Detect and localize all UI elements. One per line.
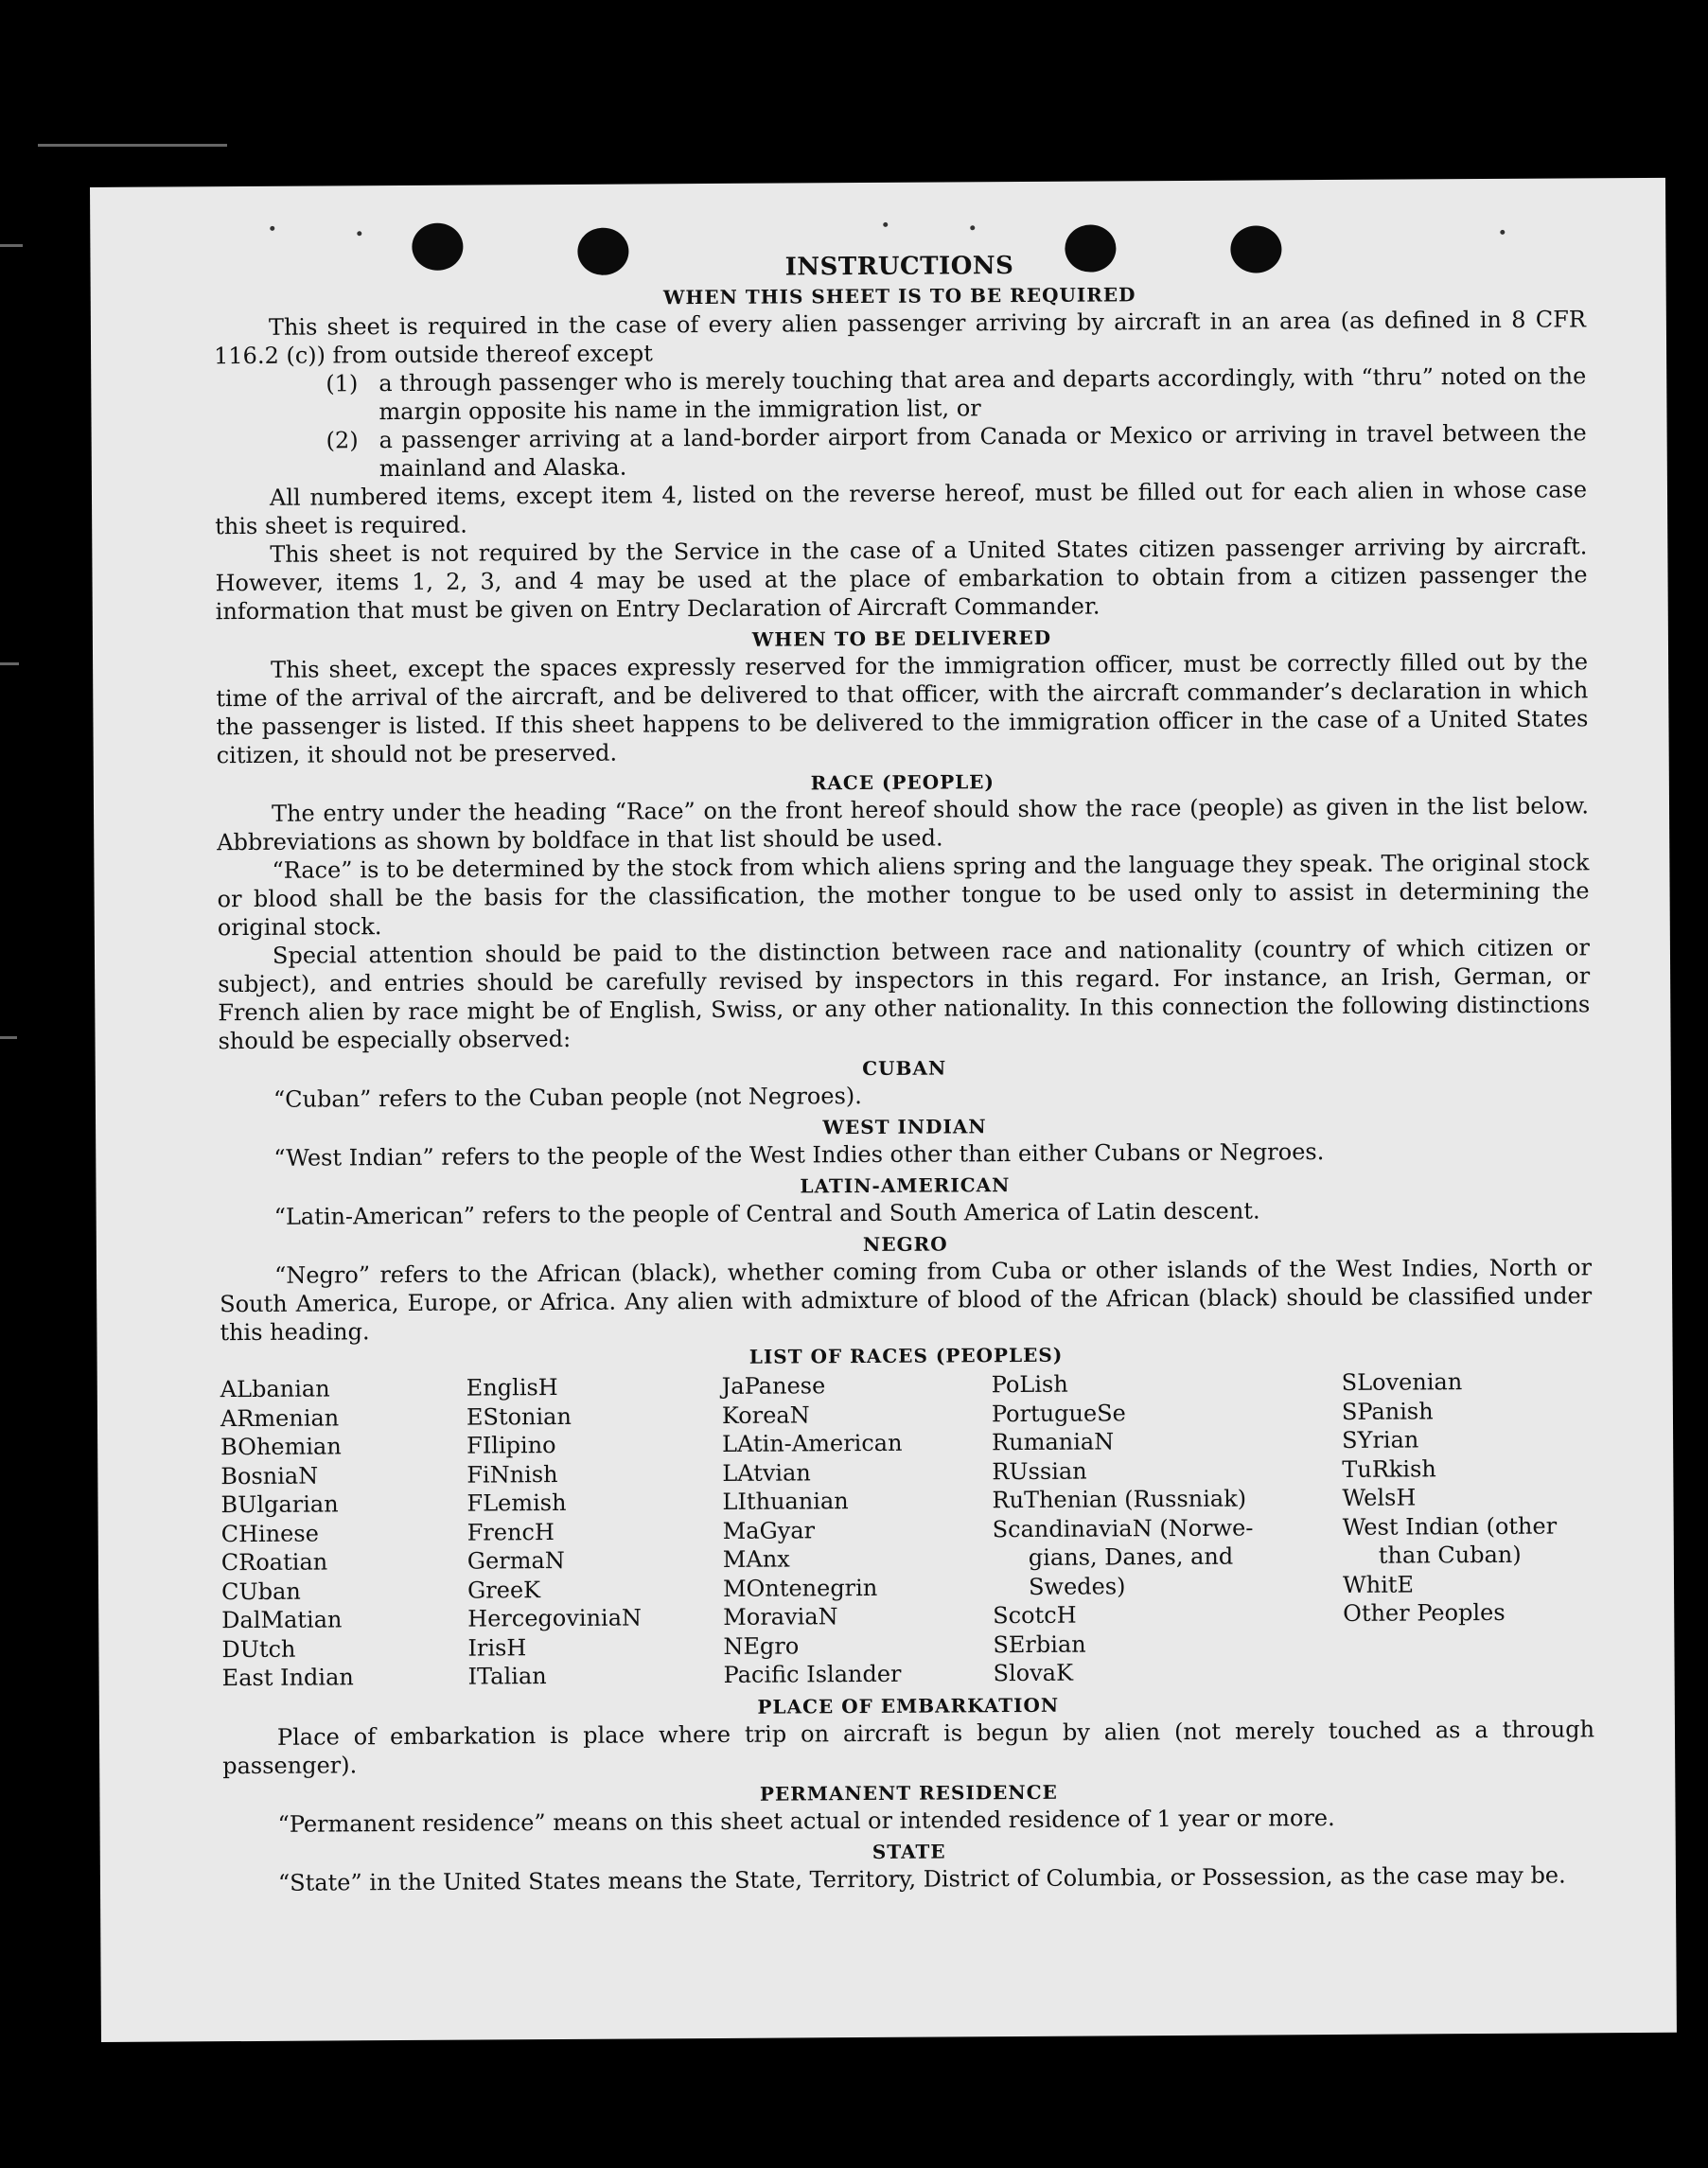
race-entry: FIlipino <box>467 1432 556 1459</box>
list-item <box>326 361 1586 426</box>
section-heading: PERMANENT RESIDENCE <box>759 1780 1058 1806</box>
race-entry: BUlgarian <box>220 1490 339 1519</box>
race-entry: RUssian <box>992 1457 1087 1485</box>
race-entry: MaGyar <box>722 1516 816 1544</box>
instruction-sheet <box>90 178 1677 2042</box>
race-entry: GreeK <box>467 1576 541 1604</box>
instructions-body <box>213 246 1595 1896</box>
paragraph: Place of embarkation is place where trip on aircraft is begun by alien (not merely touched as a through passenger). <box>222 1715 1595 1779</box>
paragraph: This sheet is not required by the Service in the case of a United States citizen passenger arriving by aircraft. However, items 1, 2, 3, and 4 may be used at the place of embarkation to obtain from a citizen passenger the information that must be given on Entry Declaration of Aircraft Commander. <box>215 533 1588 626</box>
race-column <box>722 1370 994 1689</box>
speck <box>357 231 361 236</box>
section-heading: WHEN TO BE DELIVERED <box>751 626 1052 651</box>
section-heading: PLACE OF EMBARKATION <box>757 1693 1060 1719</box>
race-entry: RumaniaN <box>992 1428 1115 1456</box>
section-heading: LATIN-AMERICAN <box>800 1173 1011 1198</box>
paragraph: Special attention should be paid to the distinction between race and nationality (country of which citizen or subject), and entries should be carefully revised by inspectors in this regard. For instance, an Irish, German, or French alien by race might be of English, Swiss, or any other nationality. In this connection the following distinctions should be especially observed: <box>218 934 1591 1055</box>
race-entry: West Indian (other <box>1342 1512 1558 1541</box>
race-entry: ARmenian <box>220 1403 340 1432</box>
race-entry: EStonian <box>466 1402 572 1431</box>
section-heading: NEGRO <box>862 1232 948 1257</box>
race-entry: Swedes) <box>1028 1572 1126 1600</box>
race-entry: SLovenian <box>1341 1368 1463 1396</box>
race-entry: ALbanian <box>220 1375 330 1403</box>
race-entry: JaPanese <box>721 1372 826 1400</box>
section-heading: LIST OF RACES (PEOPLES) <box>748 1343 1064 1368</box>
race-entry: gians, Danes, and <box>1028 1542 1234 1571</box>
race-entry: PortugueSe <box>991 1399 1126 1427</box>
paragraph: “Cuban” refers to the Cuban people (not Negroes). <box>273 1083 862 1113</box>
speck <box>1500 230 1505 235</box>
race-entry: SlovaK <box>993 1659 1074 1687</box>
paragraph: “Race” is to be determined by the stock from which aliens spring and the language they speak. The original stock or blood shall be the basis for the classification, the mother tongue to be used only to assist in determining the original stock. <box>217 849 1590 942</box>
race-entry: NEgro <box>723 1631 800 1660</box>
film-scratch <box>0 244 23 247</box>
race-column <box>220 1374 468 1693</box>
race-entry: CHinese <box>220 1520 319 1547</box>
race-entry: TuRkish <box>1342 1454 1436 1483</box>
race-entry: BosniaN <box>220 1462 319 1489</box>
race-column <box>467 1372 724 1691</box>
section-heading: WHEN THIS SHEET IS TO BE REQUIRED <box>662 283 1136 309</box>
race-column <box>1342 1366 1594 1685</box>
race-entry: ITalian <box>467 1663 547 1690</box>
race-entry: East Indian <box>221 1664 354 1692</box>
item-text: a through passenger who is merely touching that area and departs accordingly, with “thru” noted on the margin opposite his name in the immigration list, or <box>379 362 1587 426</box>
race-entry: FiNnish <box>467 1460 558 1489</box>
section-heading: WEST INDIAN <box>822 1115 987 1139</box>
race-entry: Pacific Islander <box>723 1660 902 1688</box>
item-number: (2) <box>326 427 359 454</box>
list-item <box>326 418 1587 483</box>
race-entry: DUtch <box>221 1635 296 1663</box>
race-entry: FLemish <box>467 1489 567 1517</box>
paragraph: “West Indian” refers to the people of the West Indies other than either Cubans or Negroes. <box>273 1138 1325 1172</box>
race-entry: WhitE <box>1342 1570 1415 1598</box>
paragraph: “Negro” refers to the African (black), whether coming from Cuba or other islands of the West Indies, North or South America, Europe, or Africa. Any alien with admixture of blood of the African (black) should be classified under this heading. <box>220 1254 1593 1347</box>
race-entry: KoreaN <box>721 1401 810 1429</box>
race-entry: WelsH <box>1342 1484 1417 1511</box>
race-entry: LAtvian <box>722 1458 811 1487</box>
race-entry: ScotcH <box>993 1601 1077 1630</box>
section-heading: CUBAN <box>862 1056 947 1081</box>
race-entry: RuThenian (Russniak) <box>992 1485 1247 1514</box>
race-entry: ScandinaviaN (Norwe- <box>992 1514 1254 1542</box>
speck <box>270 226 274 231</box>
paragraph: This sheet, except the spaces expressly reserved for the immigration officer, must be correctly filled out by the time of the arrival of the aircraft, and be delivered to that officer, with the aircraft commander’s declaration in which the passenger is listed. If this sheet happens to be delivered to the immigration officer in the case of a United States citizen, it should not be preserved. <box>216 648 1589 769</box>
section-heading: STATE <box>872 1840 946 1863</box>
page-title: INSTRUCTIONS <box>784 252 1014 282</box>
race-entry: GermaN <box>467 1546 565 1575</box>
race-entry: SErbian <box>993 1630 1086 1658</box>
speck <box>970 225 975 230</box>
race-entry: DalMatian <box>221 1606 343 1634</box>
section-heading: RACE (PEOPLE) <box>810 770 995 795</box>
race-entry: IrisH <box>467 1633 527 1662</box>
paragraph: All numbered items, except item 4, listed on the reverse hereof, must be filled out for each alien in whose case this sheet is required. <box>215 476 1588 540</box>
speck <box>883 222 888 227</box>
film-scratch <box>0 1036 17 1039</box>
item-number: (1) <box>326 370 359 397</box>
race-entry: LAtin-American <box>722 1429 903 1457</box>
race-entry: CUban <box>220 1578 301 1605</box>
race-entry: Other Peoples <box>1343 1598 1506 1627</box>
film-scratch <box>0 662 19 665</box>
paragraph: “State” in the United States means the State, Territory, District of Columbia, or Possession, as the case may be. <box>277 1861 1566 1896</box>
race-entry: MAnx <box>722 1545 790 1573</box>
paragraph: “Latin-American” refers to the people of Central and South America of Latin descent. <box>273 1197 1260 1230</box>
race-entry: BOhemian <box>220 1433 342 1461</box>
race-entry: FrencH <box>467 1518 555 1546</box>
race-entry: SPanish <box>1341 1397 1434 1425</box>
race-entry: CRoatian <box>220 1548 328 1577</box>
race-entry: MoraviaN <box>723 1603 838 1630</box>
race-entry: than Cuban) <box>1378 1541 1522 1569</box>
film-scratch <box>38 144 227 147</box>
race-list <box>220 1366 1594 1692</box>
paragraph: “Permanent residence” means on this sheet actual or intended residence of 1 year or more. <box>277 1804 1335 1838</box>
race-entry: PoLish <box>991 1370 1068 1399</box>
paragraph: The entry under the heading “Race” on the front hereof should show the race (people) as given in the list below. Abbreviations as shown by boldface in that list should be used. <box>217 792 1590 856</box>
paragraph: This sheet is required in the case of every alien passenger arriving by aircraft in an area (as defined in 8 CFR 116.2 (c)) from outside thereof except <box>214 306 1586 370</box>
item-text: a passenger arriving at a land-border airport from Canada or Mexico or arriving in travel between the mainland and Alaska. <box>379 419 1587 483</box>
race-column <box>992 1368 1344 1688</box>
race-entry: SYrian <box>1342 1426 1419 1454</box>
race-entry: HercegoviniaN <box>467 1604 643 1632</box>
race-entry: EnglisH <box>466 1374 558 1401</box>
race-entry: LIthuanian <box>722 1488 849 1515</box>
race-entry: MOntenegrin <box>722 1574 878 1602</box>
